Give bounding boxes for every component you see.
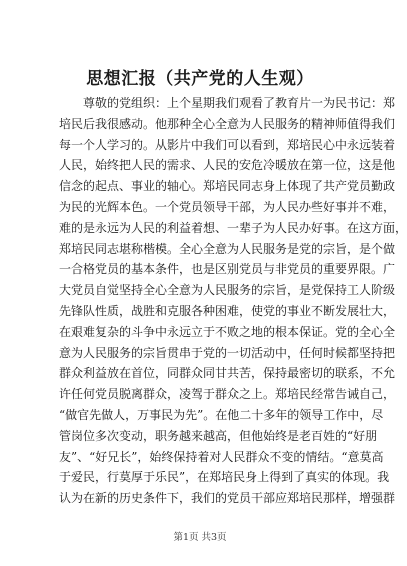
- body-line: 人民，始终把人民的需求、人民的安危冷暖放在第一位，这是他: [59, 158, 396, 173]
- body-line: 难的是永远为人民的利益着想、一辈子为人民办好事。在这方面，: [59, 220, 407, 235]
- body-line: 认为在新的历史条件下，我们的党员干部应郑培民那样，增强群: [59, 491, 396, 506]
- body-line: 先锋队性质，战胜和克服各种困难，使党的事业不断发展壮大，: [59, 303, 396, 318]
- body-line: “做官先做人，万事民为先”。在他二十多年的领导工作中，尽: [59, 407, 384, 422]
- body-line: 管岗位多次变动，职务越来越高，但他始终是老百姓的“好朋: [59, 428, 378, 443]
- page-number-footer: 第1页 共3页: [173, 532, 227, 543]
- body-line: 友”、“好兄长”，始终保持着对人民群众不变的情结。“意莫高: [59, 449, 384, 464]
- document-body: [59, 93, 407, 509]
- body-line: 信念的起点、事业的轴心。郑培民同志身上体现了共产党员勤政: [59, 179, 396, 194]
- body-line: 培民后我很感动。他那种全心全意为人民服务的精神师值得我们: [59, 116, 396, 131]
- body-line: 郑培民同志堪称楷模。全心全意为人民服务是党的宗旨，是个做: [59, 241, 396, 256]
- body-line: 在艰难复杂的斗争中永远立于不败之地的根本保证。党的全心全: [59, 324, 396, 339]
- body-line: 许任何党员脱离群众，凌驾于群众之上。郑培民经常告诫自己，: [59, 387, 396, 402]
- body-line: 大党员自觉坚持全心全意为人民服务的宗旨，是党保持工人阶级: [59, 283, 396, 298]
- body-line: 意为人民服务的宗旨贯串于党的一切活动中，任何时候都坚持把: [59, 345, 396, 360]
- body-line: 群众利益放在首位，同群众同甘共苦，保持最密切的联系，不允: [59, 366, 396, 381]
- body-line: 一合格党员的基本条件，也是区别党员与非党员的重要界限。广: [59, 262, 396, 277]
- document-title: 思想汇报（共产党的人生观）: [86, 69, 314, 89]
- body-line: 于爱民，行莫厚于乐民”，在郑培民身上得到了真实的体现。我: [59, 470, 390, 485]
- body-line: 每一个人学习的。从影片中我们可以看到，郑培民心中永远装着: [59, 137, 396, 152]
- body-line: 尊敬的党组织：上个星期我们观看了教育片一为民书记：郑: [83, 96, 396, 110]
- body-line: 为民的光辉本色。一个党员领导干部，为人民办些好事并不难，: [59, 199, 396, 214]
